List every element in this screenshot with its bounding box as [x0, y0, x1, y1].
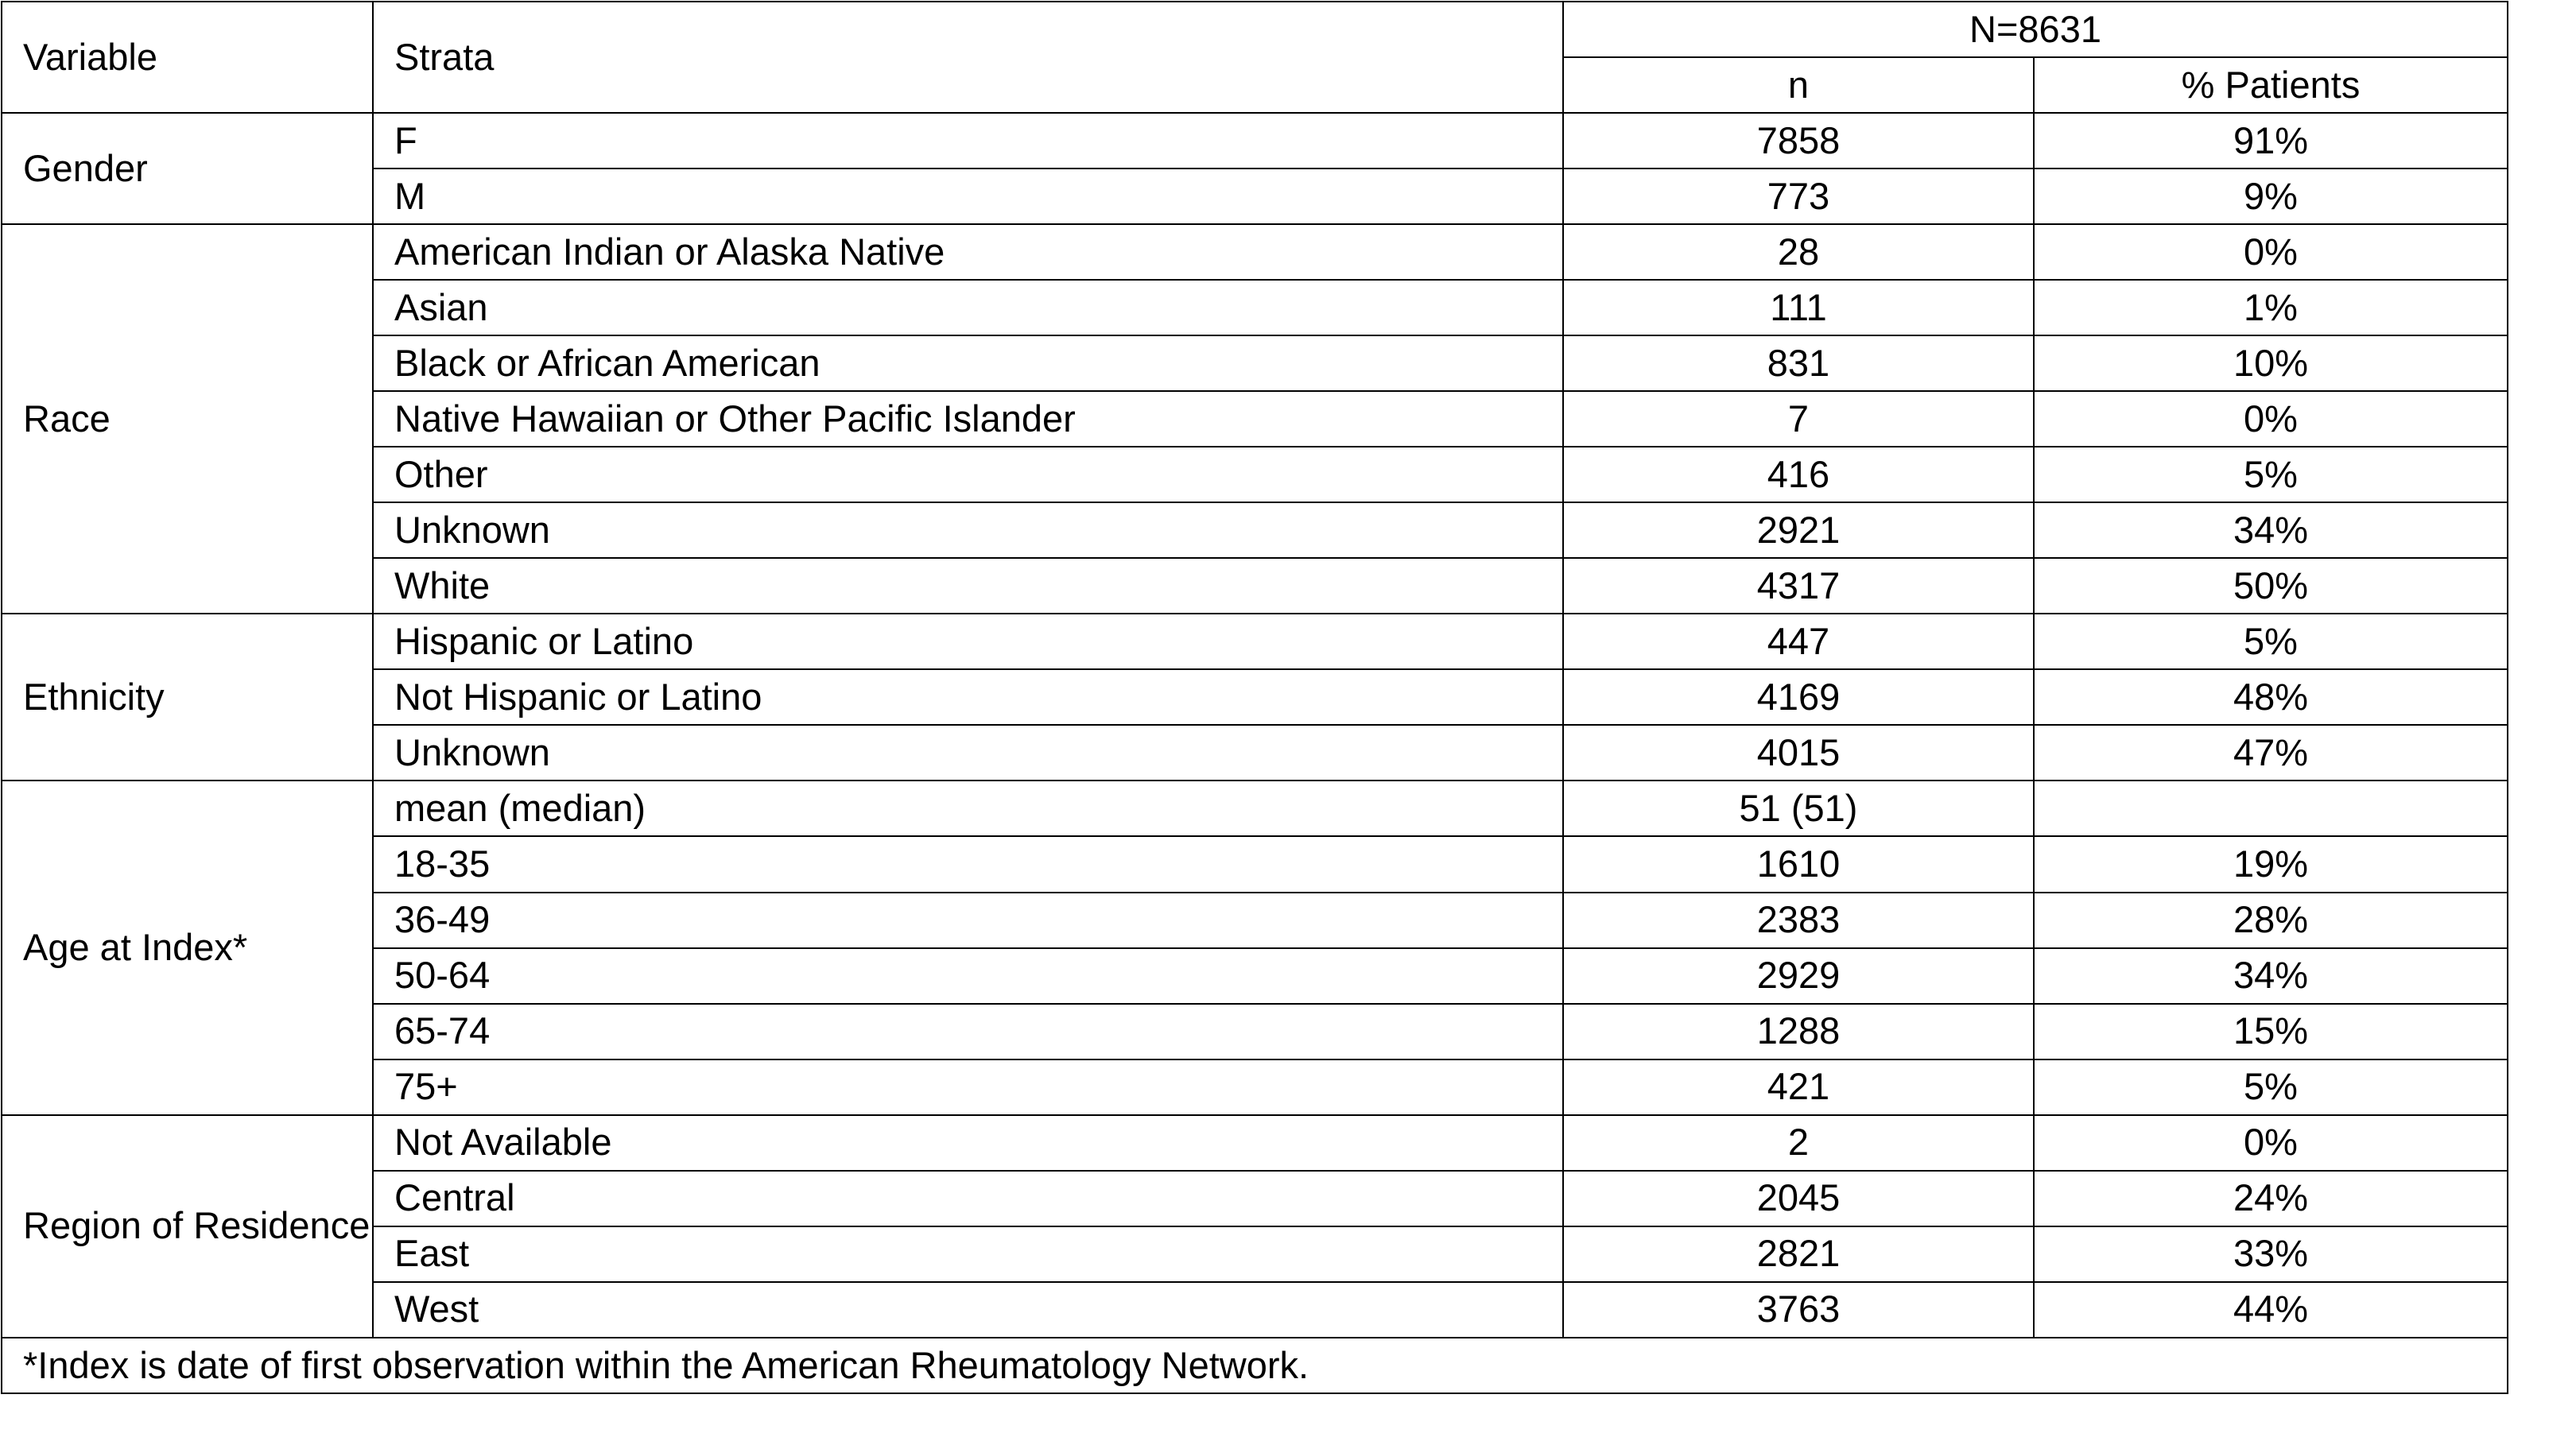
strata-cell: Not Available	[373, 1115, 1563, 1171]
strata-cell: Native Hawaiian or Other Pacific Islander	[373, 391, 1563, 447]
n-cell: 773	[1563, 169, 2034, 224]
table-row	[2, 1059, 2508, 1115]
pct-cell: 44%	[2034, 1282, 2508, 1338]
n-cell: 2921	[1563, 502, 2034, 558]
n-cell: 421	[1563, 1059, 2034, 1115]
strata-cell: West	[373, 1282, 1563, 1338]
table-row	[2, 669, 2508, 725]
pct-cell: 24%	[2034, 1171, 2508, 1226]
table-row	[2, 113, 2508, 169]
header-n: n	[1563, 57, 2034, 113]
n-cell: 831	[1563, 335, 2034, 391]
variable-cell: Race	[2, 224, 373, 614]
n-cell: 4015	[1563, 725, 2034, 781]
n-cell: 2821	[1563, 1226, 2034, 1282]
table-row	[2, 1115, 2508, 1171]
pct-cell: 5%	[2034, 447, 2508, 502]
table-row	[2, 781, 2508, 836]
pct-cell: 0%	[2034, 1115, 2508, 1171]
n-cell: 7858	[1563, 113, 2034, 169]
strata-cell: White	[373, 558, 1563, 614]
n-cell: 416	[1563, 447, 2034, 502]
pct-cell: 34%	[2034, 948, 2508, 1004]
header-pct: % Patients	[2034, 57, 2508, 113]
n-cell: 1288	[1563, 1004, 2034, 1059]
table-row	[2, 335, 2508, 391]
footnote-row	[2, 1338, 2508, 1393]
strata-cell: 75+	[373, 1059, 1563, 1115]
n-cell: 2929	[1563, 948, 2034, 1004]
header-total: N=8631	[1563, 2, 2508, 57]
n-cell: 4169	[1563, 669, 2034, 725]
strata-cell: Hispanic or Latino	[373, 614, 1563, 669]
table-row	[2, 447, 2508, 502]
strata-cell: 36-49	[373, 893, 1563, 948]
strata-cell: Other	[373, 447, 1563, 502]
table-row	[2, 169, 2508, 224]
variable-cell: Ethnicity	[2, 614, 373, 781]
variable-cell: Age at Index*	[2, 781, 373, 1114]
n-cell: 4317	[1563, 558, 2034, 614]
strata-cell: 18-35	[373, 836, 1563, 892]
pct-cell	[2034, 781, 2508, 836]
n-cell: 2	[1563, 1115, 2034, 1171]
table-row	[2, 224, 2508, 280]
pct-cell: 5%	[2034, 1059, 2508, 1115]
strata-cell: 65-74	[373, 1004, 1563, 1059]
n-cell: 2045	[1563, 1171, 2034, 1226]
table-body	[2, 2, 2508, 1393]
pct-cell: 15%	[2034, 1004, 2508, 1059]
pct-cell: 47%	[2034, 725, 2508, 781]
header-variable: Variable	[2, 2, 373, 113]
table-row	[2, 1282, 2508, 1338]
n-cell: 28	[1563, 224, 2034, 280]
strata-cell: East	[373, 1226, 1563, 1282]
strata-cell: American Indian or Alaska Native	[373, 224, 1563, 280]
pct-cell: 48%	[2034, 669, 2508, 725]
variable-cell: Gender	[2, 113, 373, 224]
pct-cell: 0%	[2034, 224, 2508, 280]
strata-cell: 50-64	[373, 948, 1563, 1004]
pct-cell: 33%	[2034, 1226, 2508, 1282]
footnote: *Index is date of first observation within the American Rheumatology Network.	[2, 1338, 2508, 1393]
header-row-1	[2, 2, 2508, 57]
n-cell: 3763	[1563, 1282, 2034, 1338]
table-row	[2, 893, 2508, 948]
strata-cell: Central	[373, 1171, 1563, 1226]
header-strata: Strata	[373, 2, 1563, 113]
n-cell: 447	[1563, 614, 2034, 669]
pct-cell: 1%	[2034, 280, 2508, 335]
table-row	[2, 725, 2508, 781]
strata-cell: mean (median)	[373, 781, 1563, 836]
table-row	[2, 836, 2508, 892]
table-row	[2, 391, 2508, 447]
pct-cell: 91%	[2034, 113, 2508, 169]
strata-cell: Unknown	[373, 502, 1563, 558]
strata-cell: Unknown	[373, 725, 1563, 781]
table-row	[2, 1226, 2508, 1282]
table-row	[2, 614, 2508, 669]
table-row	[2, 948, 2508, 1004]
pct-cell: 9%	[2034, 169, 2508, 224]
pct-cell: 0%	[2034, 391, 2508, 447]
pct-cell: 5%	[2034, 614, 2508, 669]
strata-cell: Asian	[373, 280, 1563, 335]
n-cell: 1610	[1563, 836, 2034, 892]
table-row	[2, 1004, 2508, 1059]
pct-cell: 50%	[2034, 558, 2508, 614]
table-row	[2, 502, 2508, 558]
table-row	[2, 280, 2508, 335]
n-cell: 2383	[1563, 893, 2034, 948]
variable-cell: Region of Residence	[2, 1115, 373, 1338]
table-row	[2, 558, 2508, 614]
pct-cell: 28%	[2034, 893, 2508, 948]
demographics-table	[1, 1, 2508, 1394]
strata-cell: Black or African American	[373, 335, 1563, 391]
strata-cell: Not Hispanic or Latino	[373, 669, 1563, 725]
pct-cell: 19%	[2034, 836, 2508, 892]
table-row	[2, 1171, 2508, 1226]
pct-cell: 10%	[2034, 335, 2508, 391]
strata-cell: M	[373, 169, 1563, 224]
pct-cell: 34%	[2034, 502, 2508, 558]
n-cell: 51 (51)	[1563, 781, 2034, 836]
strata-cell: F	[373, 113, 1563, 169]
n-cell: 111	[1563, 280, 2034, 335]
n-cell: 7	[1563, 391, 2034, 447]
